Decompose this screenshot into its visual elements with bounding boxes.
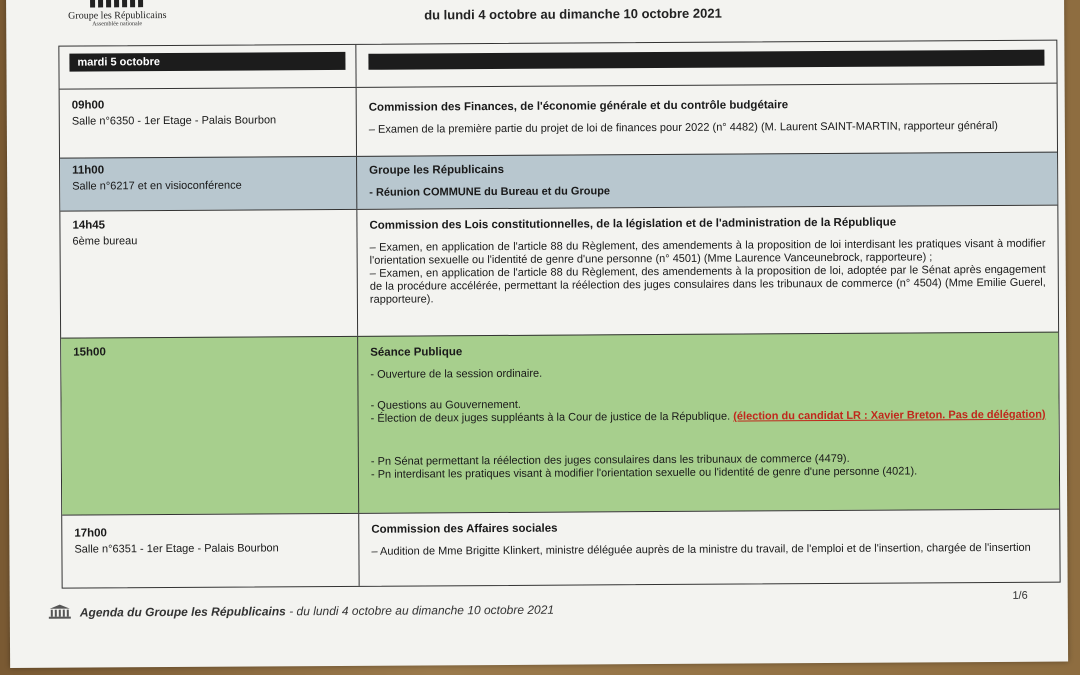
page-header xyxy=(6,0,1064,45)
footer-caption xyxy=(80,603,554,620)
logo-name: Groupe les Républicains xyxy=(68,10,167,22)
page-footer xyxy=(48,589,1048,632)
date-range-title: du lundi 4 octobre au dimanche 10 octobre 2021 xyxy=(424,5,722,23)
session-room: Salle n°6351 - 1er Etage - Palais Bourbon xyxy=(74,542,279,556)
group-logo xyxy=(68,0,178,30)
session-row xyxy=(60,83,1057,158)
session-line: - Questions au Gouvernement. xyxy=(370,398,522,412)
session-time: 09h00 xyxy=(71,99,105,112)
agenda-page xyxy=(6,0,1068,668)
session-title: Séance Publique xyxy=(370,346,463,359)
session-title: Commission des Finances, de l'économie générale et du contrôle budgétaire xyxy=(368,99,789,114)
session-line: - Ouverture de la session ordinaire. xyxy=(370,367,543,381)
session-line: - Pn Sénat permettant la réélection des juges consulaires dans les tribunaux de commerce (4479). xyxy=(370,452,850,468)
assembly-building-icon xyxy=(48,604,72,620)
session-title: Commission des Affaires sociales xyxy=(371,522,558,536)
session-line: - Pn interdisant les pratiques visant à modifier l'orientation sexuelle ou l'identité de genre d'une personne (4021). xyxy=(370,465,918,481)
session-row xyxy=(60,205,1058,338)
election-text: - Élection de deux juges suppléants à la Cour de justice de la République. xyxy=(370,410,731,425)
day-label: mardi 5 octobre xyxy=(69,52,345,72)
session-title: Commission des Lois constitutionnelles, de la législation et de l'administration de la République xyxy=(369,216,897,232)
session-line: - Réunion COMMUNE du Bureau et du Groupe xyxy=(369,185,611,199)
session-time: 11h00 xyxy=(72,164,105,177)
session-row xyxy=(61,332,1059,515)
session-time: 17h00 xyxy=(74,527,107,540)
session-time: 14h45 xyxy=(72,219,106,232)
page-number: 1/6 xyxy=(1012,589,1028,602)
session-line: – Examen de la première partie du projet de loi de finances pour 2022 (n° 4482) (M. Laurent SAINT-MARTIN, rapporteur général) xyxy=(368,119,998,136)
agenda-table xyxy=(58,40,1060,589)
session-line: – Examen, en application de l'article 88 du Règlement, des amendements à la proposition de loi, adoptée par le Sénat après engagement de la procédure accélérée, permettant la réélection des juges consulaires dans les tribunaux de commerce (n° 4504) (Mme Emilie Guerel, rapporteure). xyxy=(369,263,1046,306)
session-row xyxy=(62,509,1059,588)
footer-title: Agenda du Groupe les Républicains xyxy=(79,604,286,620)
election-candidate-link[interactable]: (élection du candidat LR : Xavier Breton. Pas de délégation) xyxy=(733,408,1046,423)
logo-bars-icon xyxy=(90,0,178,7)
logo-subtitle: Assemblée nationale xyxy=(92,21,143,28)
session-title: Groupe les Républicains xyxy=(369,163,504,177)
session-room: Salle n°6350 - 1er Etage - Palais Bourbon xyxy=(71,114,277,128)
day-header-row xyxy=(59,41,1056,89)
session-room: 6ème bureau xyxy=(72,235,138,248)
day-bar xyxy=(368,50,1044,70)
session-row xyxy=(60,152,1057,211)
session-line: – Examen, en application de l'article 88 du Règlement, des amendements à la proposition de loi interdisant les pratiques visant à modifier l'orientation sexuelle ou l'identité de genre d'une personne (n° 4501) (Mme Laurence Vanceunebrock, rapporteure) ; xyxy=(369,237,1046,267)
session-time: 15h00 xyxy=(73,346,106,359)
footer-dates: - du lundi 4 octobre au dimanche 10 octobre 2021 xyxy=(285,602,555,619)
session-line: – Audition de Mme Brigitte Klinkert, ministre déléguée auprès de la ministre du travail, de l'emploi et de l'insertion, chargée de l'insertion xyxy=(371,541,1031,558)
session-room: Salle n°6217 et en visioconférence xyxy=(72,179,242,193)
